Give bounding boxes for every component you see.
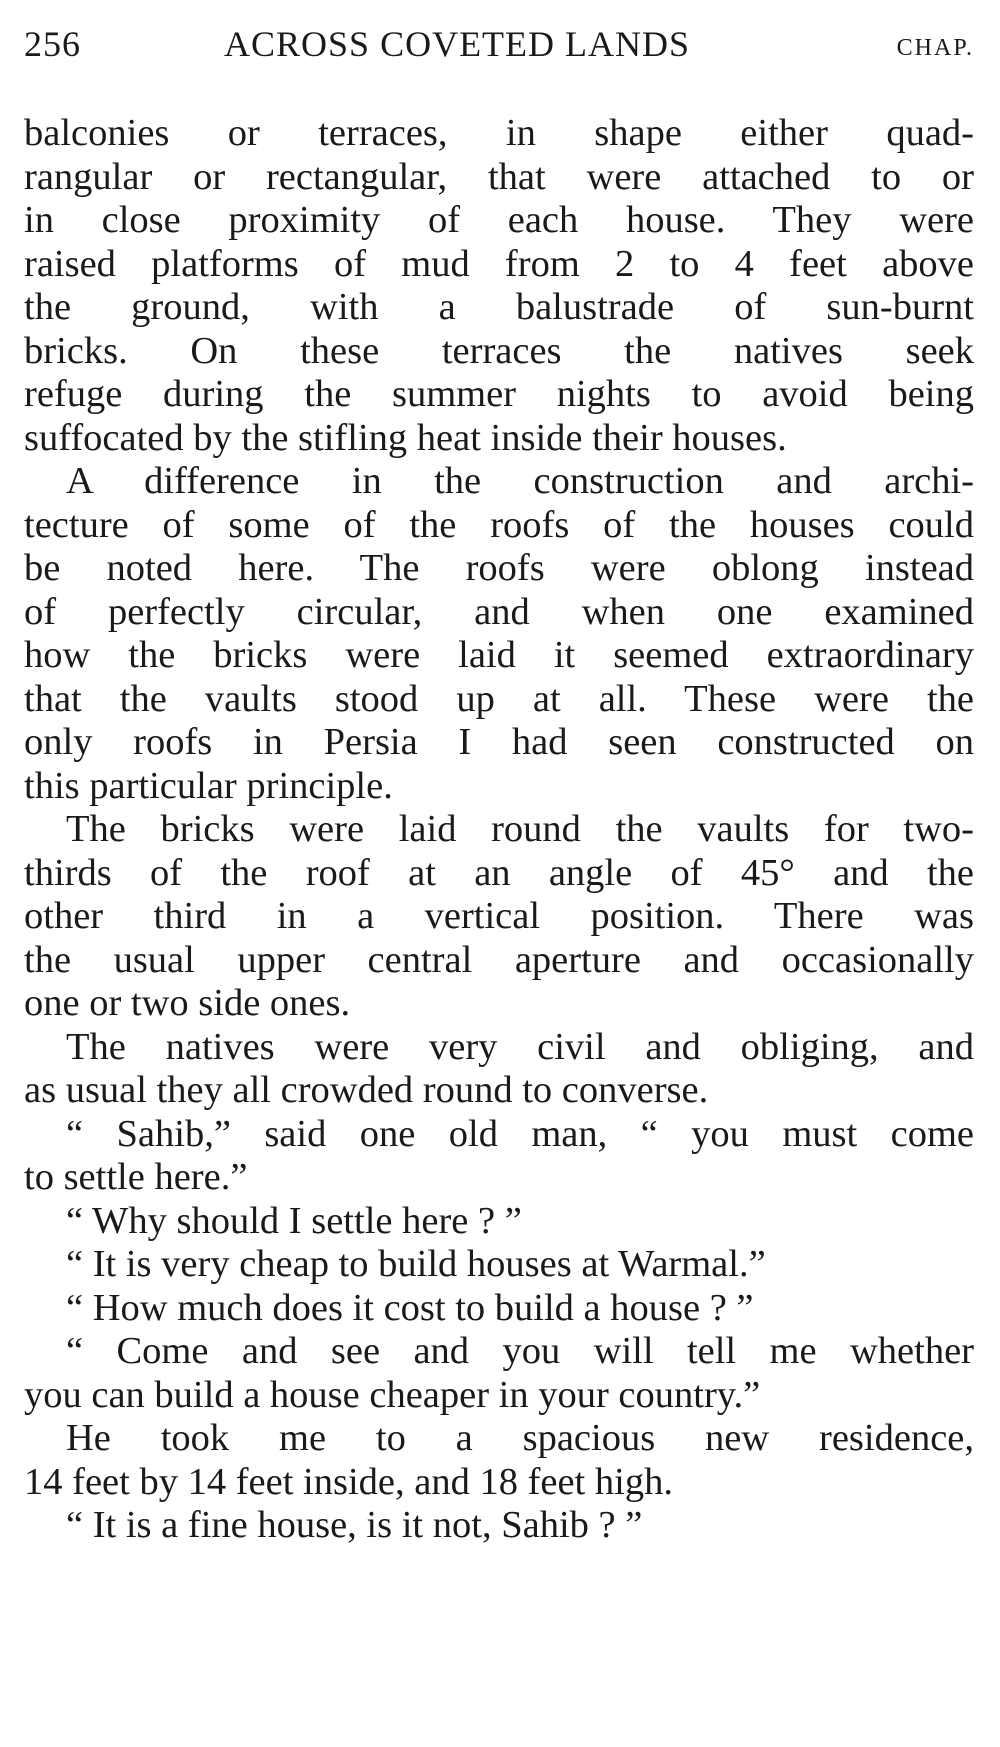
- paragraph: [24, 1417, 974, 1504]
- text-line: to settle here.”: [24, 1156, 248, 1198]
- text-line: that the vaults stood up at all. These were the: [24, 677, 974, 720]
- text-line: one or two side ones.: [24, 982, 351, 1024]
- text-line: A difference in the construction and archi-: [66, 460, 974, 502]
- paragraph: [24, 808, 974, 1026]
- text-line: suffocated by the stifling heat inside their houses.: [24, 416, 787, 459]
- page-number: 256: [24, 24, 81, 64]
- text-line: be noted here. The roofs were oblong instead: [24, 547, 974, 589]
- text-line: in close proximity of each house. They were: [24, 199, 974, 241]
- text-line: the usual upper central aperture and occasionally: [24, 938, 974, 981]
- text-line: as usual they all crowded round to converse.: [24, 1069, 709, 1111]
- text-line: “ It is very cheap to build houses at Warmal.”: [66, 1243, 766, 1285]
- book-title: ACROSS COVETED LANDS: [224, 24, 691, 64]
- paragraph: [24, 1243, 974, 1287]
- paragraph: [24, 1113, 974, 1200]
- text-line: “ Come and see and you will tell me whether: [66, 1330, 974, 1372]
- paragraph: [24, 1200, 974, 1244]
- text-line: “ Why should I settle here ? ”: [66, 1199, 522, 1242]
- text-line: refuge during the summer nights to avoid being: [24, 373, 974, 415]
- text-line: you can build a house cheaper in your country.”: [24, 1373, 761, 1416]
- text-line: balconies or terraces, in shape either quad-: [24, 112, 974, 154]
- text-line: raised platforms of mud from 2 to 4 feet above: [24, 242, 974, 285]
- text-line: “ How much does it cost to build a house ? ”: [66, 1286, 754, 1329]
- text-line: the ground, with a balustrade of sun-burnt: [24, 286, 974, 328]
- book-page: [24, 18, 974, 1548]
- paragraph: [24, 1330, 974, 1417]
- body-text: [24, 112, 974, 1548]
- text-line: bricks. On these terraces the natives seek: [24, 329, 974, 372]
- text-line: tecture of some of the roofs of the houses could: [24, 503, 974, 546]
- text-line: He took me to a spacious new residence,: [66, 1417, 974, 1459]
- text-line: thirds of the roof at an angle of 45° and the: [24, 851, 974, 894]
- text-line: of perfectly circular, and when one examined: [24, 590, 974, 633]
- paragraph: [24, 1026, 974, 1113]
- text-line: 14 feet by 14 feet inside, and 18 feet high.: [24, 1460, 673, 1503]
- paragraph: [24, 460, 974, 808]
- text-line: rangular or rectangular, that were attached to or: [24, 155, 974, 198]
- text-line: this particular principle.: [24, 764, 393, 807]
- chapter-label: CHAP.: [896, 35, 974, 61]
- text-line: The bricks were laid round the vaults for two-: [66, 808, 974, 850]
- paragraph: [24, 1287, 974, 1331]
- text-line: how the bricks were laid it seemed extraordinary: [24, 634, 974, 676]
- text-line: other third in a vertical position. There was: [24, 895, 974, 937]
- paragraph: [24, 1504, 974, 1548]
- paragraph: [24, 112, 974, 460]
- text-line: “ Sahib,” said one old man, “ you must come: [66, 1112, 974, 1155]
- text-line: The natives were very civil and obliging, and: [66, 1025, 974, 1068]
- text-line: only roofs in Persia I had seen constructed on: [24, 721, 974, 763]
- running-header: [24, 18, 974, 70]
- text-line: “ It is a fine house, is it not, Sahib ? ”: [66, 1504, 643, 1546]
